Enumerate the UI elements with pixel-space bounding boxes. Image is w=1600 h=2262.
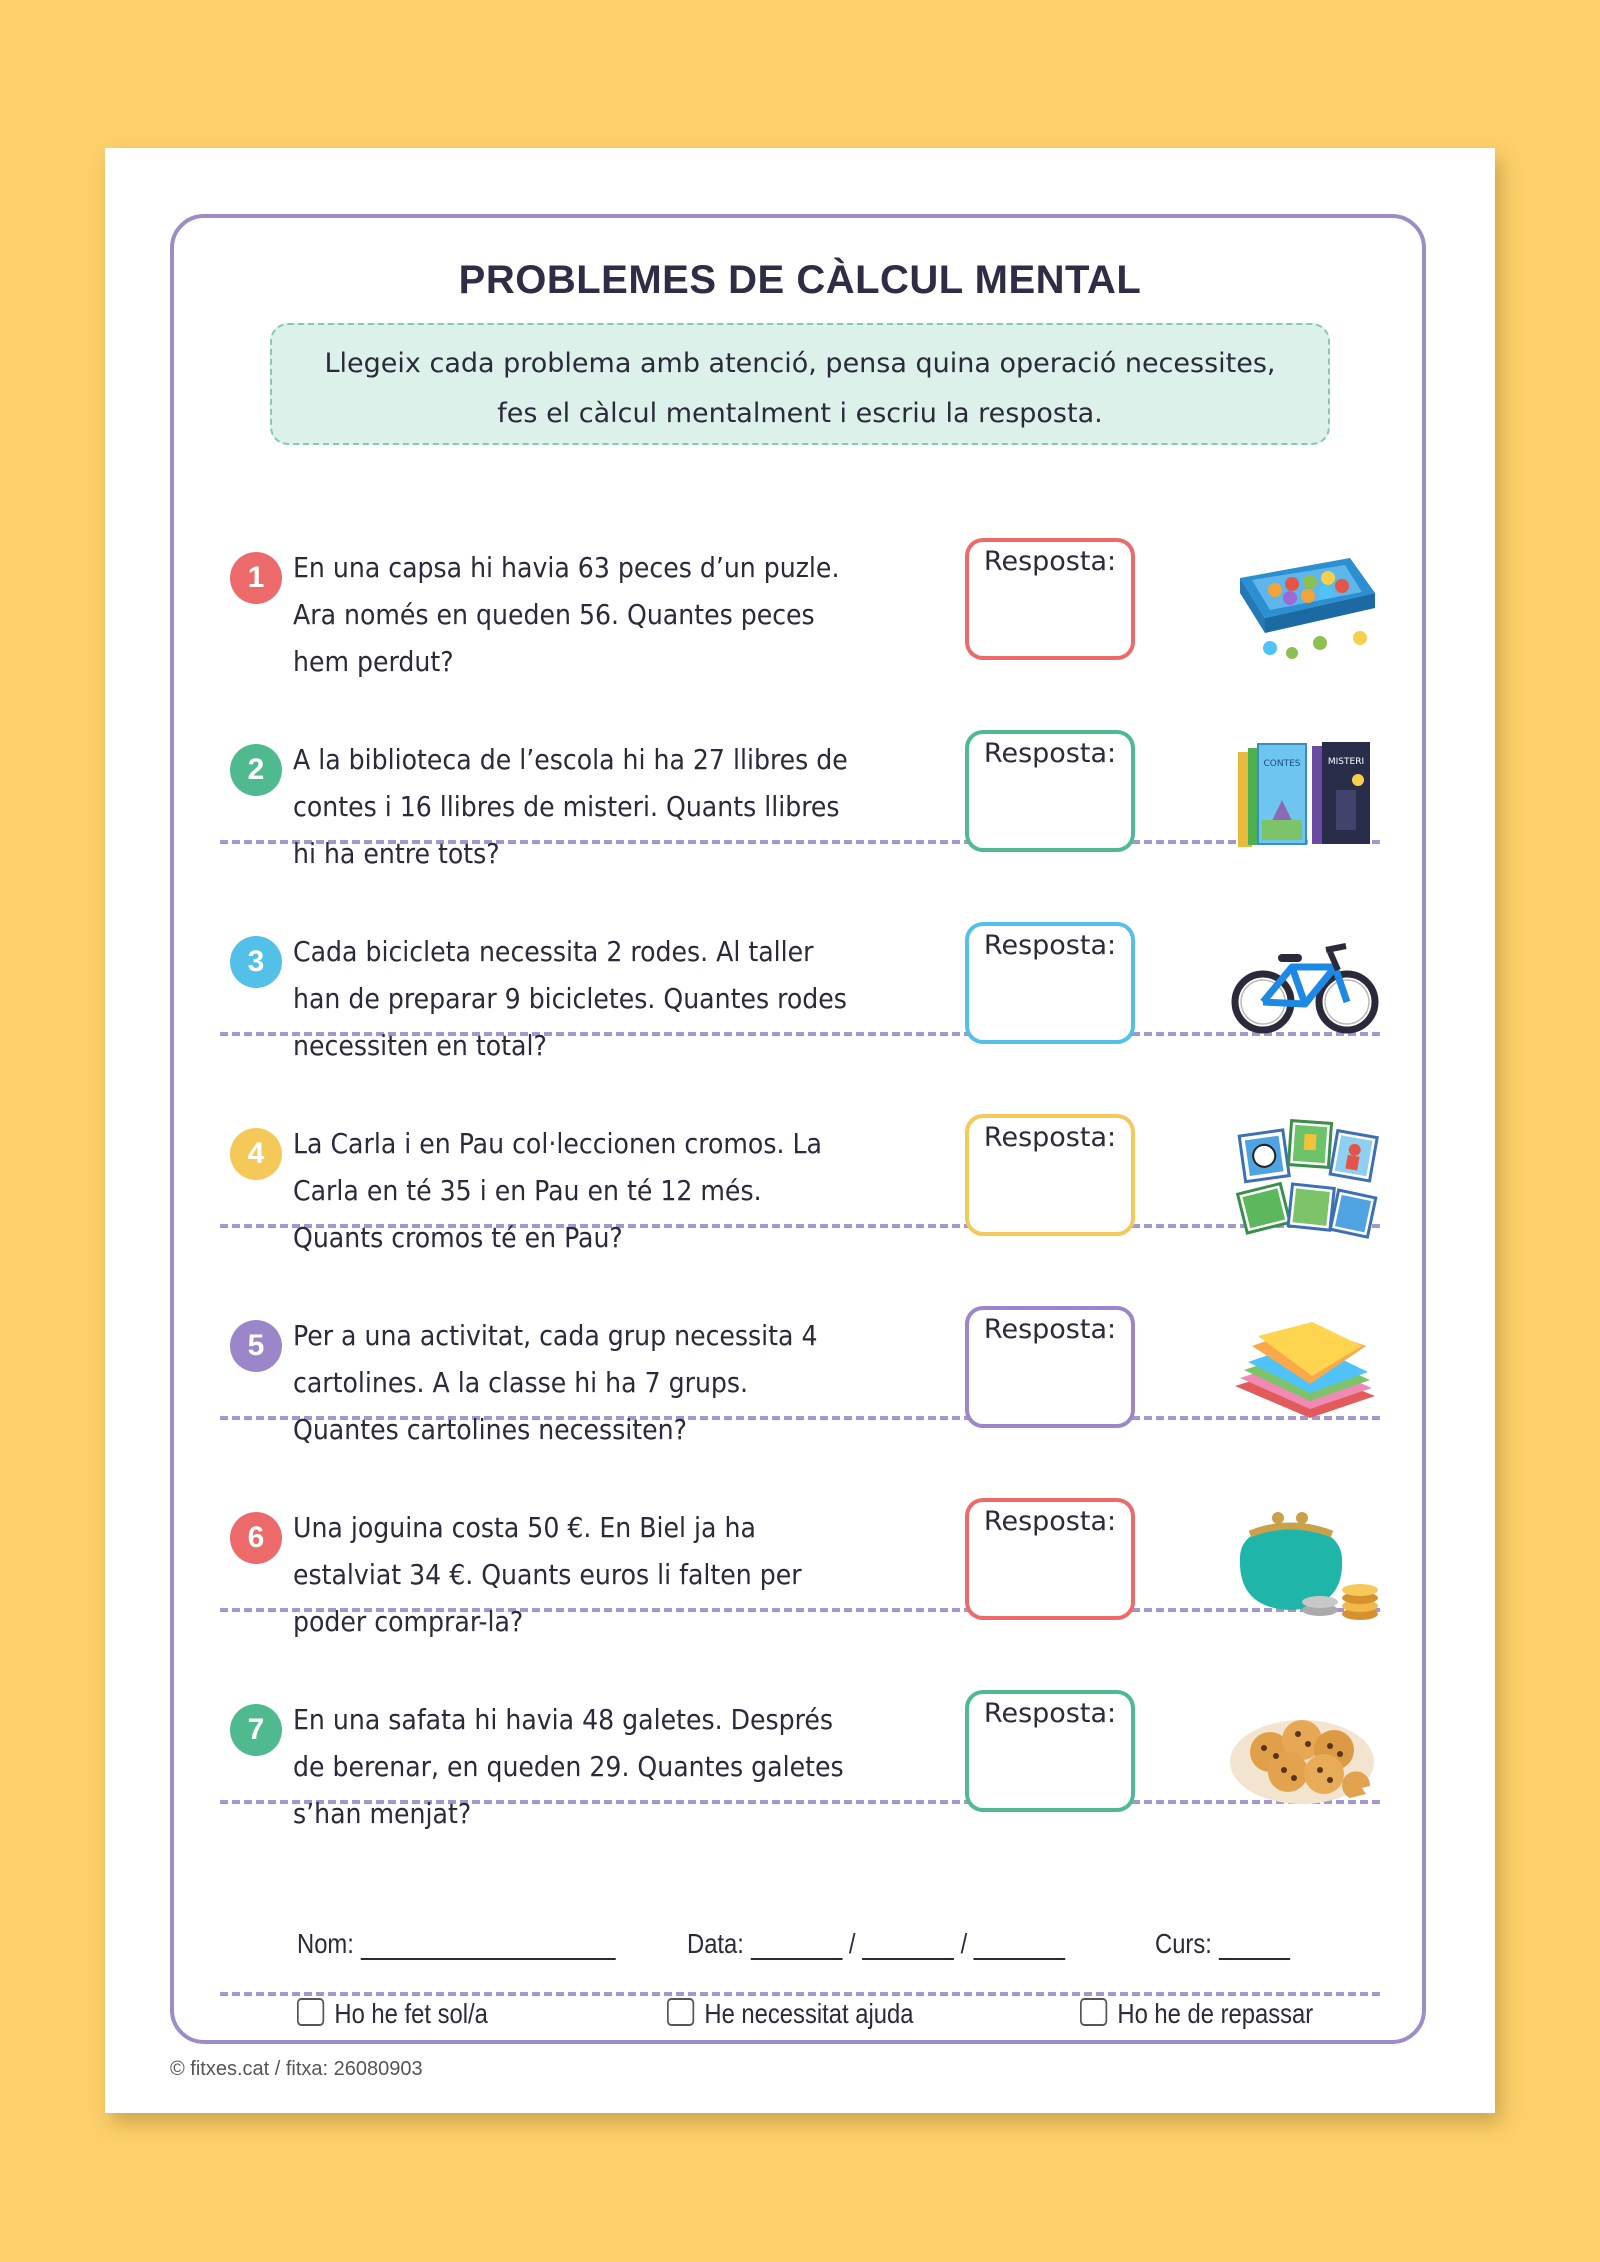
instructions-box (270, 323, 1330, 445)
book-label: MISTERI (1327, 757, 1365, 767)
name-label: Nom: (297, 1928, 354, 1959)
book-label: CONTES (1263, 759, 1301, 769)
problem-2 (220, 730, 1380, 922)
problem-number: 4 (230, 1128, 282, 1180)
answer-box[interactable]: Resposta: (965, 1114, 1135, 1236)
trading-cards-icon (1230, 1114, 1380, 1244)
problem-text (293, 736, 893, 877)
page-title: PROBLEMES DE CÀLCUL MENTAL (458, 258, 1142, 302)
books-icon (1230, 730, 1380, 860)
problem-text-line: contes i 16 llibres de misteri. Quants llibres (293, 790, 840, 823)
bicycle-icon (1230, 922, 1380, 1052)
date-field[interactable] (687, 1928, 1066, 1960)
problem-6 (220, 1498, 1380, 1690)
problem-text-line: A la biblioteca de l’escola hi ha 27 llibres de (293, 743, 848, 776)
answer-box[interactable]: Resposta: (965, 1306, 1135, 1428)
problem-text (293, 1120, 893, 1261)
problem-text (293, 928, 893, 1069)
problem-text-line: poder comprar-la? (293, 1605, 524, 1638)
problem-1 (220, 538, 1380, 730)
problem-text-line: Cada bicicleta necessita 2 rodes. Al taller (293, 935, 814, 968)
row-divider (220, 1992, 1380, 1996)
copyright-text: © fitxes.cat / fitxa: 26080903 (170, 2058, 423, 2080)
problem-text-line: cartolines. A la classe hi ha 7 grups. (293, 1366, 749, 1399)
problem-7 (220, 1690, 1380, 1882)
problem-number: 7 (230, 1704, 282, 1756)
problem-text (293, 1504, 893, 1645)
answer-box[interactable]: Resposta: (965, 730, 1135, 852)
problem-number: 6 (230, 1512, 282, 1564)
checkbox[interactable] (297, 1998, 324, 2026)
problem-text-line: En una safata hi havia 48 galetes. Després (293, 1703, 833, 1736)
course-field[interactable] (1155, 1928, 1290, 1960)
answer-box[interactable]: Resposta: (965, 1498, 1135, 1620)
problem-text-line: Quants cromos té en Pau? (293, 1221, 623, 1254)
answer-box[interactable]: Resposta: (965, 922, 1135, 1044)
problem-number: 2 (230, 744, 282, 796)
checkbox-label: Ho he fet sol/a (334, 1998, 488, 2029)
date-separator: / (848, 1928, 856, 1959)
problem-4 (220, 1114, 1380, 1306)
checkbox-label: He necessitat ajuda (704, 1998, 914, 2029)
answer-box[interactable]: Resposta: (965, 538, 1135, 660)
puzzle-box-icon (1230, 538, 1380, 668)
problem-3 (220, 922, 1380, 1114)
problem-number: 3 (230, 936, 282, 988)
problem-text-line: Per a una activitat, cada grup necessita 4 (293, 1319, 818, 1352)
problem-text (293, 1312, 893, 1453)
problem-text-line: Ara només en queden 56. Quantes peces (293, 598, 815, 631)
problem-text-line: La Carla i en Pau col·leccionen cromos. La (293, 1127, 822, 1160)
check-done-alone[interactable] (297, 1998, 488, 2030)
problem-text-line: Carla en té 35 i en Pau en té 12 més. (293, 1174, 762, 1207)
checkbox[interactable] (1080, 1998, 1107, 2026)
problem-text-line: estalviat 34 €. Quants euros li falten per (293, 1558, 802, 1591)
problem-text-line: En una capsa hi havia 63 peces d’un puzle. (293, 551, 840, 584)
answer-box[interactable]: Resposta: (965, 1690, 1135, 1812)
problem-number: 1 (230, 552, 282, 604)
instructions-line: Llegeix cada problema amb atenció, pensa quina operació necessites, (324, 348, 1276, 379)
problem-number: 5 (230, 1320, 282, 1372)
checkbox[interactable] (667, 1998, 694, 2026)
problem-text (293, 1696, 893, 1837)
problem-text-line: Quantes cartolines necessiten? (293, 1413, 687, 1446)
problem-text-line: s’han menjat? (293, 1797, 472, 1830)
problem-text (293, 544, 893, 685)
date-year-line[interactable] (974, 1934, 1066, 1960)
name-line[interactable] (360, 1934, 615, 1960)
problem-text-line: hi ha entre tots? (293, 837, 500, 870)
date-separator: / (960, 1928, 968, 1959)
cookies-icon (1230, 1690, 1380, 1820)
date-day-line[interactable] (751, 1934, 843, 1960)
coin-purse-icon (1230, 1498, 1380, 1628)
check-to-review[interactable] (1080, 1998, 1313, 2030)
problem-text-line: Una joguina costa 50 €. En Biel ja ha (293, 1511, 756, 1544)
instructions-line: fes el càlcul mentalment i escriu la resposta. (497, 398, 1103, 429)
worksheet (105, 148, 1495, 2113)
date-label: Data: (687, 1928, 744, 1959)
date-month-line[interactable] (862, 1934, 954, 1960)
check-needed-help[interactable] (667, 1998, 913, 2030)
checkbox-label: Ho he de repassar (1117, 1998, 1314, 2029)
course-label: Curs: (1155, 1928, 1212, 1959)
problem-text-line: han de preparar 9 bicicletes. Quantes rodes (293, 982, 847, 1015)
problem-text-line: hem perdut? (293, 645, 454, 678)
paper-stack-icon (1230, 1306, 1380, 1436)
problem-text-line: necessiten en total? (293, 1029, 547, 1062)
problem-5 (220, 1306, 1380, 1498)
problem-text-line: de berenar, en queden 29. Quantes galetes (293, 1750, 844, 1783)
name-field[interactable] (297, 1928, 615, 1960)
course-line[interactable] (1218, 1934, 1289, 1960)
